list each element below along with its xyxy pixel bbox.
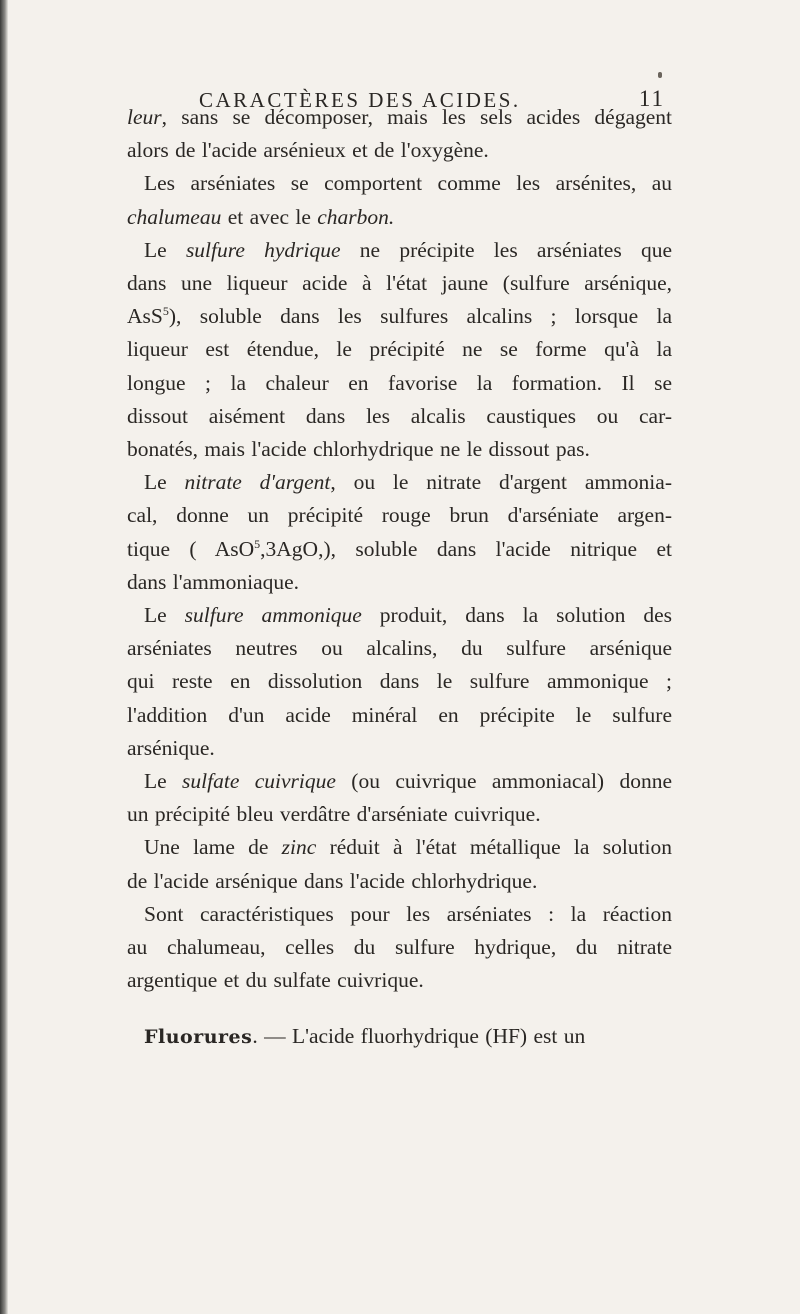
text-line	[127, 566, 672, 599]
text-line	[127, 898, 672, 931]
text-run: tique ( AsO	[127, 536, 255, 561]
text-line	[127, 466, 672, 499]
text-run: cal, donne un précipité rouge brun d'arséniate argen-	[127, 503, 672, 528]
text-line	[127, 831, 672, 864]
text-run: , ou le nitrate d'argent ammonia-	[330, 470, 672, 495]
text-line	[127, 865, 672, 898]
italic-term: nitrate d'argent	[184, 470, 331, 495]
text-line	[127, 333, 672, 366]
text-run: alors de l'acide arsénieux et de l'oxygène.	[127, 138, 489, 163]
body-text	[127, 101, 672, 1055]
text-line	[127, 1020, 672, 1054]
page-number: 11	[638, 86, 665, 111]
paragraph	[127, 898, 672, 998]
text-run: AsS	[127, 304, 163, 329]
text-line	[127, 234, 672, 267]
italic-term: sulfure hydrique	[185, 237, 341, 262]
text-run: un précipité bleu verdâtre d'arséniate cuivrique.	[127, 802, 541, 827]
italic-term: zinc	[281, 835, 317, 860]
paragraph	[127, 167, 672, 233]
text-run: arsénique.	[127, 735, 215, 760]
text-run: au chalumeau, celles du sulfure hydrique, du nitrate	[127, 935, 672, 960]
text-run: argentique et du sulfate cuivrique.	[127, 968, 424, 993]
text-run: Les arséniates se comportent comme les arsénites, au	[144, 171, 672, 196]
text-line	[127, 732, 672, 765]
italic-term: sulfure ammonique	[184, 603, 362, 628]
text-run: , sans se décomposer, mais les sels acides dégagent	[161, 105, 672, 129]
italic-term: chalumeau	[127, 204, 222, 229]
text-run: produit, dans la solution des	[361, 603, 672, 628]
italic-term: charbon.	[317, 204, 395, 229]
paragraph	[127, 831, 672, 897]
text-line	[127, 300, 672, 333]
text-run: ,3AgO,), soluble dans l'acide nitrique et	[260, 536, 672, 561]
running-head	[127, 88, 672, 138]
text-line	[127, 367, 672, 400]
text-line	[127, 400, 672, 433]
paragraph	[127, 1020, 672, 1054]
text-run: Une lame de	[144, 835, 282, 860]
paragraph	[127, 599, 672, 765]
text-line	[127, 599, 672, 632]
page-edge-shadow	[0, 0, 8, 1314]
text-run: arséniates neutres ou alcalins, du sulfure arsénique	[127, 636, 672, 661]
text-run: de l'acide arsénique dans l'acide chlorhydrique.	[127, 868, 538, 893]
book-page	[127, 0, 672, 1055]
text-run: Le	[144, 603, 185, 628]
text-line	[127, 267, 672, 300]
text-line	[127, 167, 672, 200]
text-line	[127, 433, 672, 466]
text-run: 5	[254, 536, 261, 551]
text-run: longue ; la chaleur en favorise la formation. Il se	[127, 370, 672, 395]
text-line	[127, 798, 672, 831]
text-line	[127, 499, 672, 532]
section-heading: Fluorures	[144, 1026, 253, 1049]
text-run: dans une liqueur acide à l'état jaune (sulfure arsénique,	[127, 271, 672, 296]
text-line	[127, 665, 672, 698]
paragraph	[127, 234, 672, 466]
running-title: CARACTÈRES DES ACIDES.	[199, 88, 521, 112]
text-run: . — L'acide fluorhydrique (HF) est un	[252, 1024, 586, 1049]
text-run: qui reste en dissolution dans le sulfure ammonique ;	[127, 669, 672, 694]
text-line	[127, 931, 672, 964]
text-run: dans l'ammoniaque.	[127, 569, 300, 594]
text-line	[127, 699, 672, 732]
text-run: ), soluble dans les sulfures alcalins ; lorsque la	[168, 304, 672, 329]
text-run: dissout aisément dans les alcalis caustiques ou car-	[127, 403, 672, 428]
text-run: bonatés, mais l'acide chlorhydrique ne le dissout pas.	[127, 437, 590, 462]
text-run: Le	[144, 237, 186, 262]
text-line	[127, 765, 672, 798]
text-run: Le	[144, 769, 183, 794]
text-line	[127, 632, 672, 665]
text-line	[127, 201, 672, 234]
text-line	[127, 533, 672, 566]
paragraph	[127, 765, 672, 831]
italic-term: sulfate cuivrique	[182, 769, 336, 794]
text-run: ne précipite les arséniates que	[340, 237, 672, 262]
text-run: réduit à l'état métallique la solution	[316, 835, 672, 860]
text-run: Sont caractéristiques pour les arséniates : la réaction	[144, 901, 672, 926]
text-run: (ou cuivrique ammoniacal) donne	[335, 769, 672, 794]
text-run: Le	[144, 470, 185, 495]
text-line	[127, 964, 672, 997]
text-line	[127, 134, 672, 167]
italic-term: leur	[127, 105, 162, 129]
text-run: et avec le	[221, 204, 318, 229]
text-run: liqueur est étendue, le précipité ne se forme qu'à la	[127, 337, 672, 362]
text-run: 5	[162, 304, 169, 319]
paragraph	[127, 466, 672, 599]
text-run: l'addition d'un acide minéral en précipite le sulfure	[127, 702, 672, 727]
